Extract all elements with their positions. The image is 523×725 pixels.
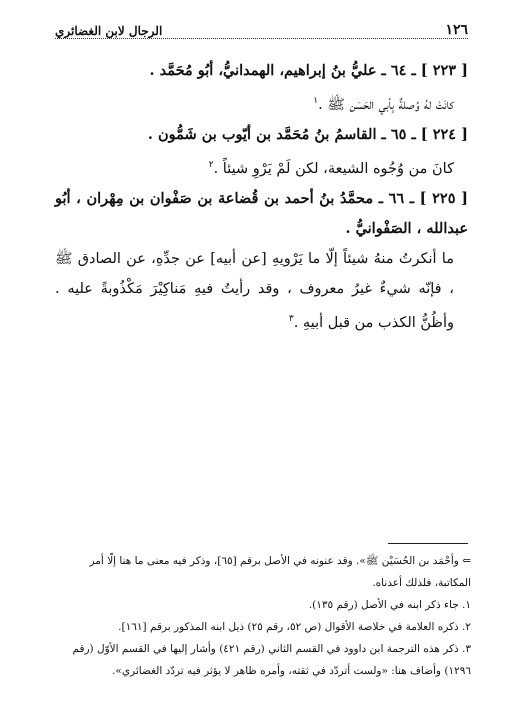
footnote-marker: ٣ — [288, 313, 294, 324]
footnote: ٣. ذكر هذه الترجمة ابن داوود في القسم الثاني (رقم ٤٢١) وأشار إليها في القسم الأوّل (رقم ١٢٩٦) وأضاف هنا: «ولست أتردّد في ثقته، وأمره ظاهر لا يؤثر فيه تردّد الغضائري». — [72, 643, 471, 677]
entry-text — [55, 150, 468, 184]
entry-heading: [ ٢٢٥ ] ـ ٦٦ ـ محمَّدُ بنُ أحمد بن قُضاعة بن صَفْوان بن مِهْران ، أبُو عبدالله ، الصَفْوانيُّ . — [55, 189, 468, 237]
footnote-marker: ١ — [313, 96, 319, 106]
footnote-separator — [388, 543, 468, 544]
footnote: ⇐ وأحْمَد بن الحُسَيْن ﷺ». وقد عنونه في الأصل برقم [٦٥]، وذكر فيه معنى ما هنا إلّا أمر المكاتبة، فلذلك أعدناه. — [89, 555, 471, 589]
page-number: ١٢٦ — [445, 22, 468, 38]
page-body — [55, 56, 468, 337]
entry-text-content: كانَ من وُجُوه الشيعة، لكن لَمْ يَرْوِ شيئاً . — [213, 160, 454, 177]
footnotes — [50, 550, 471, 682]
entry-text — [55, 244, 468, 338]
entry-text — [55, 86, 468, 120]
entry-heading: [ ٢٢٤ ] ـ ٦٥ ـ القاسمُ بنُ مُحَمَّد بن أيّوب بن شَمُّون . — [147, 125, 468, 143]
footnote: ٢. ذكره العلامة في خلاصة الأقوال (ص ٥٢، رقم ٢٥) ذيل ابنه المذكور برقم [١٦١]. — [118, 621, 471, 633]
entry-text-content: كانَتْ لهُ وُصلةٌ بِأبي الحَسَن ﷺ . — [318, 96, 454, 113]
page-header — [55, 16, 468, 39]
footnote-marker: ٢ — [208, 159, 214, 170]
running-title: الرجال لابن الغضائري — [55, 24, 163, 38]
footnote: ١. جاء ذكر ابنه في الأصل (رقم ١٣٥). — [308, 599, 471, 611]
entry-heading: [ ٢٢٣ ] ـ ٦٤ ـ عليُّ بنُ إبراهيم، الهمدانيُّ، أبُو مُحَمَّد . — [149, 62, 468, 79]
entry-text-content: ما أنكرتُ منهُ شيئاً إلّا ما يَرْويهِ [عن أبيه] عن جدِّهِ، عن الصادق ﷺ ، فإنّه شيءٌ غيرُ معروف ، وقد رأيتُ فيهِ مَناكِيْرَ مَكْذُوبةً عليه . وأظُنُّ الكذب من قبل أبيهِ . — [55, 250, 454, 331]
